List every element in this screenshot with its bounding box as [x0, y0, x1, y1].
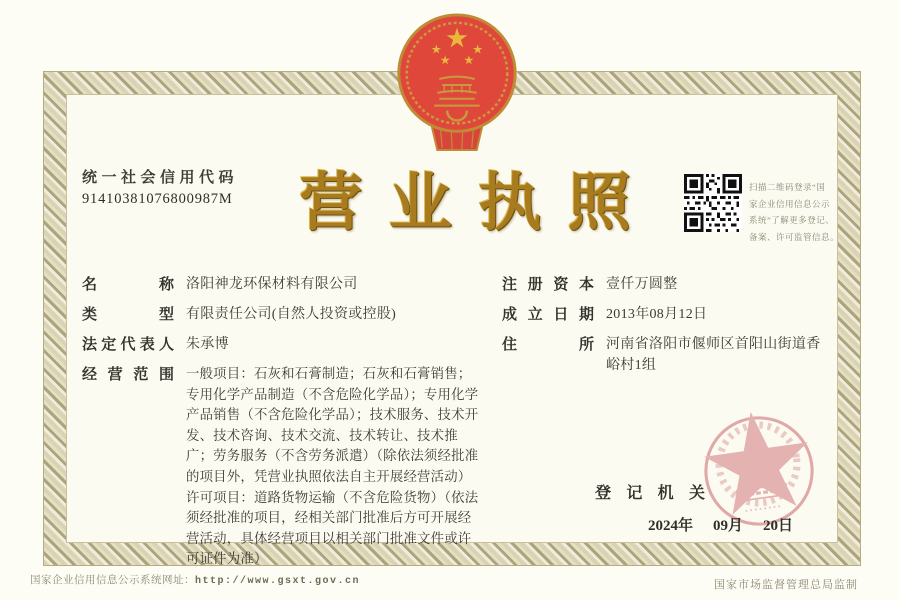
field-row-name — [82, 274, 480, 295]
qr-code-icon — [684, 174, 742, 232]
issue-date-month: 09月 — [713, 518, 744, 534]
field-row-legal-rep — [82, 334, 480, 355]
qr-caption — [749, 174, 839, 245]
field-label-establish-date: 成立日期 — [502, 306, 594, 323]
issue-date — [648, 514, 833, 535]
qr-caption-line: 系统”了解更多登记、 — [749, 215, 835, 226]
credit-code-value: 91410381076800987M — [82, 191, 233, 207]
national-emblem-icon — [392, 12, 522, 152]
qr-caption-line: 备案、许可监管信息。 — [749, 231, 840, 242]
credit-code-block — [82, 166, 238, 208]
field-value-business-scope: 一般项目：石灰和石膏制造；石灰和石膏销售；专用化学产品制造（不含危险化学品）；专用化学产品销售（不含危险化学品）；技术服务、技术开发、技术咨询、技术交流、技术转让、技术推广；劳务服务（不含劳务派遣）（除依法须经批准的项目外，凭营业执照依法自主开展经营活动）许可项目：道路货物运输（不含危险货物）（依法须经批准的项目，经相关部门批准后方可开展经营活动，具体经营项目以相关部门批准文件或许可证件为准） — [186, 366, 479, 567]
field-value-registered-capital: 壹仟万圆整 — [606, 277, 678, 292]
field-value-establish-date: 2013年08月12日 — [606, 307, 708, 322]
qr-caption-line: 家企业信用信息公示 — [749, 198, 831, 209]
field-value-legal-rep: 朱承博 — [186, 337, 229, 352]
fields-left-column — [82, 274, 480, 579]
field-row-establish-date — [502, 304, 834, 325]
field-label-address: 住所 — [502, 336, 594, 353]
field-label-business-scope: 经营范围 — [82, 366, 174, 383]
field-row-address — [502, 334, 834, 376]
field-value-name: 洛阳神龙环保材料有限公司 — [186, 277, 358, 292]
footer-public-system-url: http://www.gsxt.gov.cn — [195, 576, 361, 587]
issue-date-year: 2024年 — [648, 518, 694, 534]
field-row-type — [82, 304, 480, 325]
field-label-name: 名称 — [82, 276, 174, 293]
field-value-type: 有限责任公司(自然人投资或控股) — [186, 307, 397, 322]
credit-code-label: 统一社会信用代码 — [82, 169, 239, 186]
footer-issuer: 国家市场监督管理总局监制 — [714, 579, 858, 591]
field-label-legal-rep: 法定代表人 — [82, 336, 174, 353]
fields-right-column — [502, 274, 834, 385]
qr-caption-line: 扫描二维码登录“国 — [749, 182, 826, 192]
field-row-registered-capital — [502, 274, 834, 295]
license-title: 营业执照 — [299, 168, 658, 238]
issue-date-day: 20日 — [763, 518, 794, 534]
field-row-business-scope — [82, 364, 480, 570]
qr-block — [684, 174, 860, 245]
registration-authority-label: 登记机关 — [595, 485, 705, 502]
footer-public-system-label: 国家企业信用信息公示系统网址： — [30, 575, 195, 586]
field-label-registered-capital: 注册资本 — [502, 276, 594, 293]
field-label-type: 类型 — [82, 306, 174, 323]
field-value-address: 河南省洛阳市偃师区首阳山街道香峪村1组 — [606, 337, 821, 373]
